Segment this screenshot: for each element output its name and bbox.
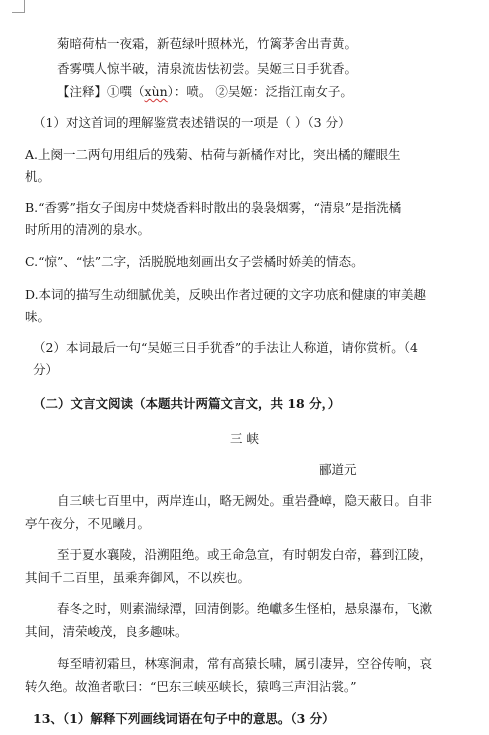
paragraph-4-line-1: 每至晴初霜旦，林寒涧肃，常有高猿长啸，属引凄异，空谷传响，哀 <box>57 656 433 671</box>
page-corner-mark <box>12 0 25 13</box>
question-1-stem: （1）对这首词的理解鉴赏表述错误的一项是（ ）（3 分） <box>33 115 351 130</box>
question-13-line: 13、（1）解释下列画线词语在句子中的意思。（3 分） <box>33 711 335 726</box>
question-2-line-2: 分） <box>33 362 59 377</box>
poem-line-2: 香雾噀人惊半破，清泉流齿怯初尝。吴姬三日手犹香。 <box>57 61 358 76</box>
annotation-pinyin: xùn <box>144 84 168 99</box>
paragraph-4-line-2: 转久绝。故渔者歌曰：“巴东三峡巫峡长，猿鸣三声泪沾裳。” <box>25 679 357 694</box>
paragraph-1-line-1: 自三峡七百里中，两岸连山，略无阙处。重岩叠嶂，隐天蔽日。自非 <box>57 493 433 508</box>
paragraph-2-line-2: 其间千二百里，虽乘奔御风，不以疾也。 <box>25 570 251 585</box>
article-author: 郦道元 <box>319 462 357 477</box>
option-a-line-2: 机。 <box>25 169 51 184</box>
paragraph-3-line-2: 其间，清荣峻茂，良多趣味。 <box>25 624 188 639</box>
option-a-line-1: A.上阕一二两句用组后的残菊、枯荷与新橘作对比，突出橘的耀眼生 <box>25 147 401 162</box>
section-2-heading: （二）文言文阅读（本题共计两篇文言文，共 18 分，） <box>33 396 341 411</box>
paragraph-3-line-1: 春冬之时，则素湍绿潭，回清倒影。绝巘多生怪柏，悬泉瀑布，飞漱 <box>57 601 433 616</box>
option-d-line-1: D.本词的描写生动细腻优美，反映出作者过硬的文字功底和健康的审美趣 <box>25 287 427 302</box>
option-b-line-1: B.“香雾”指女子闺房中焚烧香料时散出的袅袅烟雾，“清泉”是指洗橘 <box>25 200 402 215</box>
option-b-line-2: 时所用的清冽的泉水。 <box>25 222 151 237</box>
annotation-suffix: ）：喷。 ②吴姬：泛指江南女子。 <box>167 84 353 99</box>
option-c-line-1: C.“惊”、“怯”二字，活脱脱地刻画出女子尝橘时娇美的情态。 <box>25 254 364 269</box>
option-d-line-2: 味。 <box>25 309 51 324</box>
poem-line-1: 菊暗荷枯一夜霜，新苞绿叶照林光，竹篱茅舍出青黄。 <box>57 36 358 51</box>
paragraph-1-line-2: 亭午夜分，不见曦月。 <box>25 516 151 531</box>
poem-annotation <box>57 84 353 100</box>
paragraph-2-line-1: 至于夏水襄陵，沿溯阻绝。或王命急宣，有时朝发白帝，暮到江陵， <box>57 547 433 562</box>
annotation-prefix: 【注释】①噀（ <box>57 84 145 99</box>
article-title: 三 峡 <box>230 431 259 446</box>
question-2-line-1: （2）本词最后一句“吴姬三日手犹香”的手法让人称道，请你赏析。（4 <box>33 340 418 355</box>
